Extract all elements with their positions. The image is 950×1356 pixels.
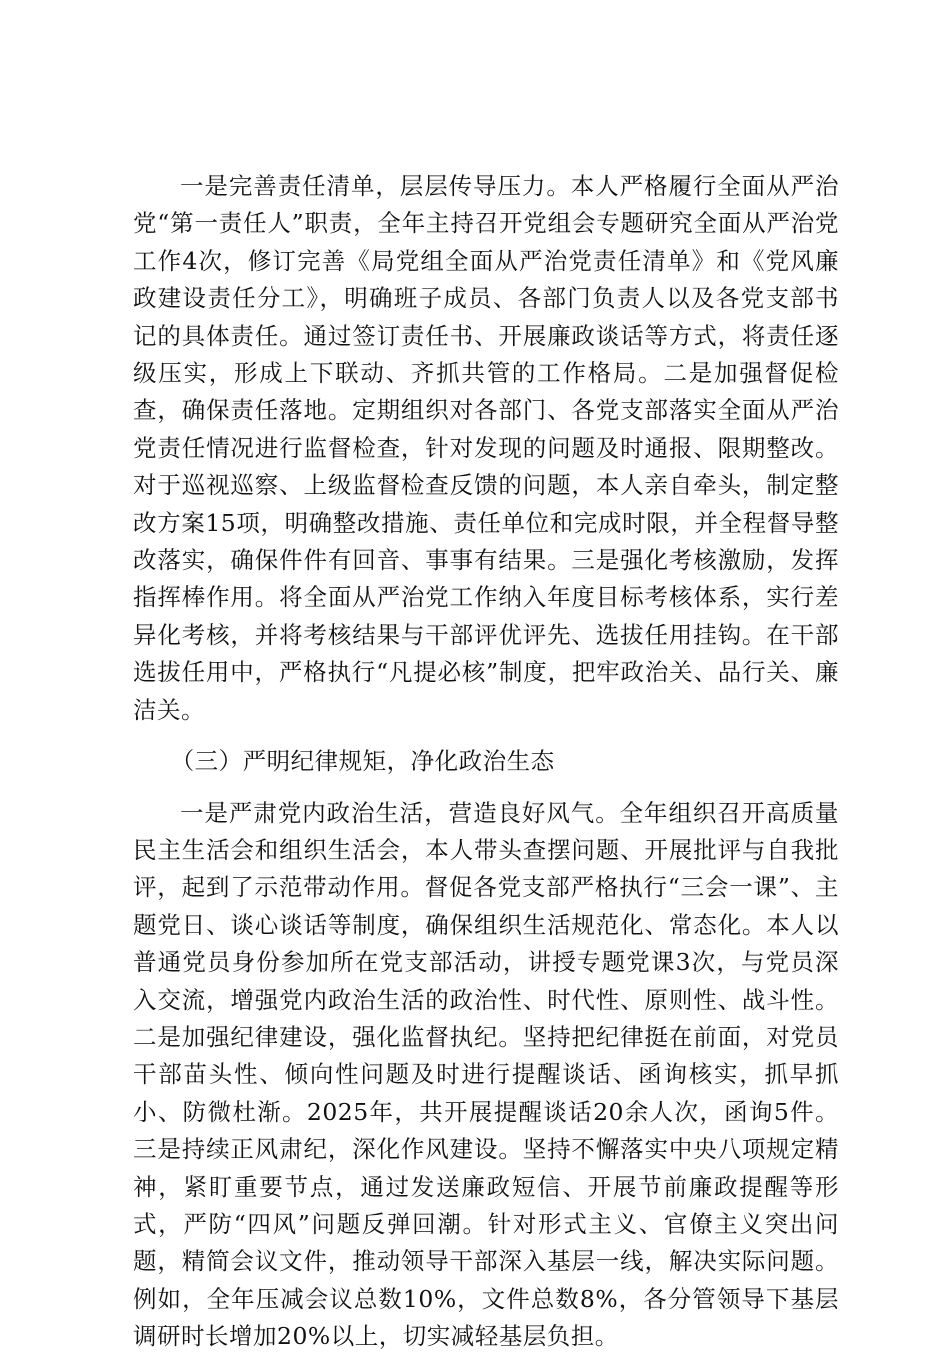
document-page (133, 168, 839, 1356)
section-heading: （三）严明纪律规矩，净化政治生态 (170, 747, 555, 776)
paragraph-discipline: 一是严肃党内政治生活，营造良好风气。全年组织召开高质量民主生活会和组织生活会，本人带头查摆问题、开展批评与自我批评，起到了示范带动作用。督促各党支部严格执行“三会一课”、主题党日、谈心谈话等制度，确保组织生活规范化、常态化。本人以普通党员身份参加所在党支部活动，讲授专题党课3次，与党员深入交流，增强党内政治生活的政治性、时代性、原则性、战斗性。二是加强纪律建设，强化监督执纪。坚持把纪律挺在前面，对党员干部苗头性、倾向性问题及时进行提醒谈话、函询核实，抓早抓小、防微杜渐。2025年，共开展提醒谈话20余人次，函询5件。三是持续正风肃纪，深化作风建设。坚持不懈落实中央八项规定精神，紧盯重要节点，通过发送廉政短信、开展节前廉政提醒等形式，严防“四风”问题反弹回潮。针对形式主义、官僚主义突出问题，精简会议文件，推动领导干部深入基层一线，解决实际问题。例如，全年压减会议总数10%，文件总数8%，各分管领导下基层调研时长增加20%以上，切实减轻基层负担。 (133, 798, 839, 1351)
paragraph-responsibility: 一是完善责任清单，层层传导压力。本人严格履行全面从严治党“第一责任人”职责，全年主持召开党组会专题研究全面从严治党工作4次，修订完善《局党组全面从严治党责任清单》和《党风廉政建设责任分工》，明确班子成员、各部门负责人以及各党支部书记的具体责任。通过签订责任书、开展廉政谈话等方式，将责任逐级压实，形成上下联动、齐抓共管的工作格局。二是加强督促检查，确保责任落地。定期组织对各部门、各党支部落实全面从严治党责任情况进行监督检查，针对发现的问题及时通报、限期整改。对于巡视巡察、上级监督检查反馈的问题，本人亲自牵头，制定整改方案15项，明确整改措施、责任单位和完成时限，并全程督导整改落实，确保件件有回音、事事有结果。三是强化考核激励，发挥指挥棒作用。将全面从严治党工作纳入年度目标考核体系，实行差异化考核，并将考核结果与干部评优评先、选拔任用挂钩。在干部选拔任用中，严格执行“凡提必核”制度，把牢政治关、品行关、廉洁关。 (133, 172, 839, 724)
